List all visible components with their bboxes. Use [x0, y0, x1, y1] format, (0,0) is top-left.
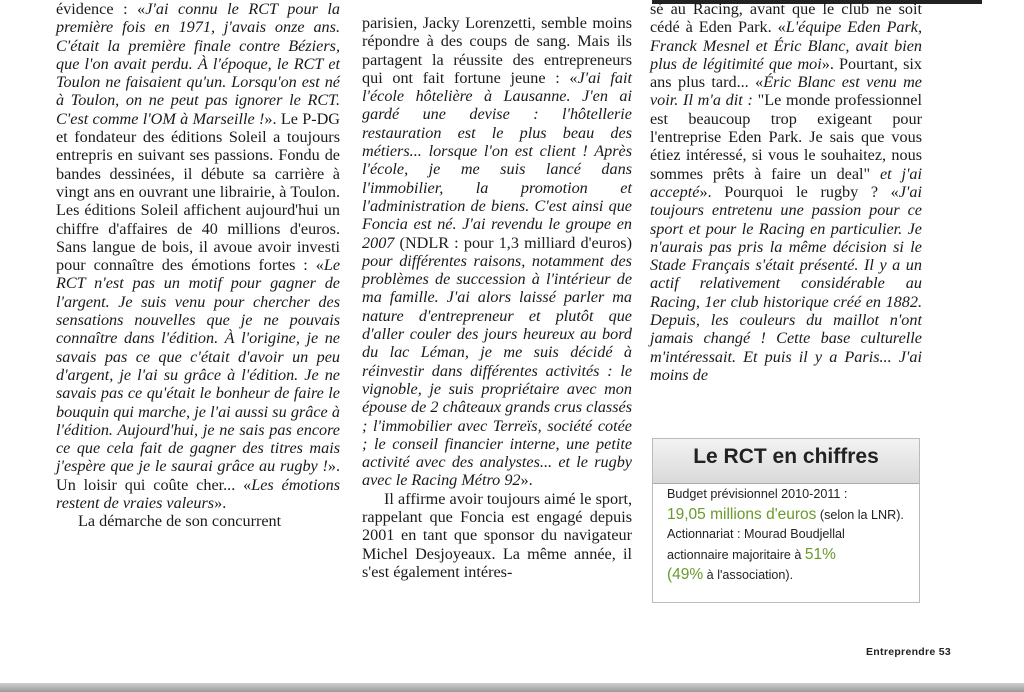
- association-text: à l'association).: [703, 568, 794, 582]
- article-column-1: [56, 0, 340, 531]
- association-line: [667, 565, 915, 586]
- paragraph: [650, 0, 922, 384]
- article-column-2: [362, 14, 632, 581]
- quote-text: et j'ai accepté: [650, 164, 922, 201]
- body-text: ». Le P-DG et fondateur des éditions Soleil a toujours entrepris en suivant ses passions. Fondu de bandes dessinées, il débute sa carrière à vingt ans en ouvrant une librairie, à Toulon. Les éditions Soleil affichent aujourd'hui un chiffre d'affaires de 40 millions d'euros. Sans langue de bois, il avoue avoir investi pour connaître des émotions fortes : «: [56, 109, 340, 275]
- sidebar-body: [667, 485, 915, 586]
- shareholding-label: Actionnariat : Mourad Boudjellal: [667, 527, 845, 541]
- budget-source: (selon la LNR).: [816, 507, 904, 522]
- body-text: évidence : «: [56, 0, 146, 18]
- quote-text: J'ai toujours entretenu une passion pour ce sport et pour le Racing en particulier. Je n'aurais pas pris la même décision si le Stade Français s'était présenté. Il y a un actif relativement considérable au Racing, 1er club historique créé en 1882. Depuis, les couleurs du maillot n'ont jamais changé ! Cette base culturelle m'intéressait. Et puis il y a Paris... J'ai moins de: [650, 182, 922, 384]
- paragraph: [56, 512, 340, 530]
- majority-value: 51%: [804, 545, 836, 563]
- quote-text: L'équipe Eden Park, Franck Mesnel et Éric Blanc, avait bien plus de légitimité que moi: [650, 18, 923, 73]
- body-text: ».: [214, 494, 227, 513]
- article-column-3: [650, 0, 922, 384]
- body-text: ». Pourquoi le rugby ? «: [699, 182, 899, 201]
- viewer-bottom-bar: [0, 683, 1024, 692]
- stats-sidebar-box: [652, 438, 920, 603]
- page-footer: [866, 646, 951, 658]
- budget-value: 19,05 millions d'euros: [667, 505, 817, 523]
- body-text: ». Un loisir qui coûte cher... «: [56, 457, 340, 494]
- paragraph: [362, 14, 632, 490]
- budget-label: Budget prévisionnel 2010-2011 :: [667, 487, 848, 501]
- body-text: ».: [520, 471, 533, 490]
- paragraph: [56, 0, 340, 512]
- majority-line: [667, 545, 915, 566]
- majority-text: actionnaire majoritaire à: [667, 547, 805, 562]
- body-text: sé au Racing, avant que le club ne soit cédé à Eden Park. «: [650, 0, 922, 37]
- body-text: (NDLR : pour 1,3 milliard d'euros): [394, 233, 632, 252]
- quote-text: J'ai connu le RCT pour la première fois en 1971, j'avais onze ans. C'était la première finale contre Béziers, que l'on avait perdu. À l'époque, le RCT et Toulon ne faisaient qu'un. Lorsqu'on est né à Toulon, on ne peut pas ignorer le RCT. C'est comme l'OM à Marseille !: [56, 0, 341, 128]
- budget-line: [667, 505, 915, 526]
- sidebar-title: Le RCT en chiffres: [693, 445, 879, 468]
- body-text: La démarche de son concurrent: [78, 512, 282, 531]
- paragraph: [362, 490, 632, 581]
- body-text: parisien, Jacky Lorenzetti, semble moins répondre à des coups de sang. Mais ils partagent la réussite des entrepreneurs qui ont fait fortune jeune : «: [362, 14, 632, 87]
- page-number: 53: [938, 646, 952, 658]
- magazine-name: Entreprendre: [866, 646, 936, 658]
- quote-text: Éric Blanc est venu me voir. Il m'a dit :: [650, 73, 922, 110]
- association-value: (49%: [667, 566, 704, 583]
- sidebar-header: [653, 439, 919, 484]
- quote-text: pour différentes raisons, notamment des problèmes de succession à l'intérieur de ma famille. J'ai alors laissé parler ma nature d'entrepreneur et plutôt que d'aller couler des jours heureux au bord du lac Léman, je me suis décidé à réinvestir dans différentes activités : le vignoble, je suis propriétaire avec mon épouse de 2 châteaux grands crus classés ; l'immobilier avec Terreïs, société cotée ; le conseil financier interne, une petite activité avec des analystes... et le rugby avec le Racing Métro 92: [362, 251, 632, 490]
- body-text: "Le monde professionnel est beaucoup trop exigeant pour l'entreprise Eden Park. Je sais que vous étiez intéressé, si vous le souhaitez, nous sommes prêts à faire un deal": [650, 91, 922, 183]
- quote-text: Le RCT n'est pas un motif pour gagner de l'argent. Je suis venu pour chercher des sensations nouvelles que je ne pouvais connaître dans l'édition. À l'origine, je ne savais pas ce que c'était d'avoir un peu d'argent, je l'ai su grâce à l'édition. Je ne savais pas ce qu'était le bonheur de faire le bouquin qui marche, je l'ai aussi su grâce à l'édition. Aujourd'hui, je ne sais pas encore ce que cela fait de gagner des titres mais j'espère que je le saurai grâce au rugby !: [56, 256, 340, 476]
- quote-text: J'ai fait l'école hôtelière à Lausanne. J'en ai gardé une devise : l'hôtellerie restauration est le plus beau des métiers... lorsque l'on est client ! Après l'école, je me suis lancé dans l'immobilier, la promotion et l'administration de biens. C'est ainsi que Foncia est né. J'ai revendu le groupe en 2007: [362, 68, 632, 252]
- body-text: ». Pourtant, six ans plus tard... «: [650, 54, 923, 92]
- body-text: Il affirme avoir toujours aimé le sport, rappelant que Foncia est engagé depuis 2001 en tant que sponsor du navigateur Michel Desjoyeaux. La même année, il s'est également intéres-: [362, 489, 632, 581]
- quote-text: Les émotions restent de vraies valeurs: [56, 475, 340, 513]
